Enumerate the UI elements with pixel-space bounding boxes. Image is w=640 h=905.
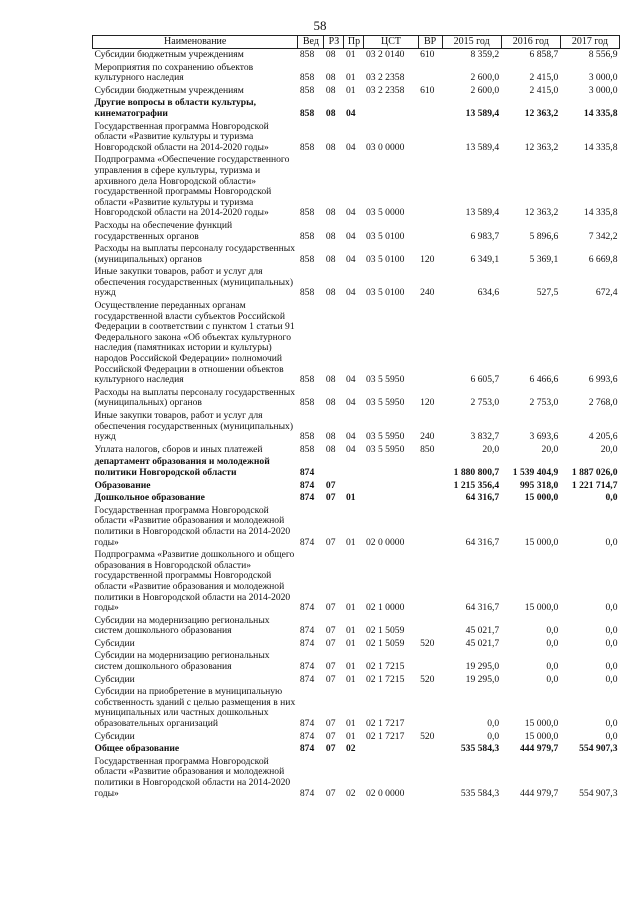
cell-vr: 610 [420,49,435,60]
cell-2017: 554 907,3 [579,743,618,755]
table-row [93,121,620,155]
cell-pr: 02 [345,743,356,755]
cell-2015: 0,0 [487,730,500,742]
cell-pr: 04 [345,141,356,153]
table-row [93,387,620,410]
cell-2016: 1 539 404,9 [512,466,559,478]
cell-vr [418,97,442,120]
cell-vr: 610 [420,84,435,96]
cell-2016: 12 363,2 [524,207,559,219]
budget-table [92,35,620,800]
cell-ved: 874 [299,479,315,491]
cell-2017: 7 342,2 [588,230,618,242]
cell-ved: 858 [299,253,315,265]
cell-pr [344,456,364,479]
cell-pr [344,480,364,493]
cell-pr: 01 [345,625,356,637]
cell-rz: 07 [325,479,336,491]
cell-2015: 3 832,7 [470,431,500,443]
cell-vr [418,743,442,756]
cell-name: Дошкольное образование [94,492,205,504]
cell-cst: 03 5 0100 [365,287,405,299]
cell-name: Субсидии [94,637,135,649]
cell-2016: 2 415,0 [529,84,559,96]
cell-2017: 2 768,0 [588,397,618,409]
cell-rz: 07 [325,536,336,548]
cell-rz: 07 [325,673,336,685]
cell-pr: 04 [345,207,356,219]
header-cst: ЦСТ [364,36,418,49]
cell-ved: 858 [299,287,315,299]
cell-2015: 1 215 356,4 [453,479,500,491]
cell-2016: 15 000,0 [524,602,559,614]
cell-name: Иные закупки товаров, работ и услуг для обеспечения государственных (муниципальных) нужд [94,266,294,299]
cell-cst: 03 2 2358 [365,84,405,96]
cell-vr [418,686,442,730]
cell-2015: 0,0 [487,718,500,730]
table-row [93,480,620,493]
cell-rz: 08 [325,287,336,299]
cell-name: Другие вопросы в области культуры, кинематографии [94,97,257,119]
cell-pr: 01 [345,718,356,730]
cell-2015: 13 589,4 [465,207,500,219]
cell-2015: 2 600,0 [470,84,500,96]
cell-2016: 2 753,0 [529,397,559,409]
cell-cst [364,480,418,493]
cell-2016: 0,0 [546,673,559,685]
cell-2016: 12 363,2 [524,141,559,153]
cell-name: департамент образования и молодежной политики Новгородской области [94,456,270,478]
cell-2015: 19 295,0 [465,661,500,673]
cell-vr [418,62,442,85]
cell-2017: 0,0 [605,602,618,614]
cell-cst [364,492,418,505]
cell-cst: 02 1 5059 [365,637,405,649]
table-row [93,62,620,85]
header-rz: РЗ [324,36,344,49]
cell-ved: 874 [299,637,315,649]
table-body [93,49,620,801]
cell-vr: 520 [420,673,435,685]
cell-vr: 120 [420,397,435,409]
cell-ved: 874 [299,743,315,755]
cell-cst: 02 1 7217 [365,730,405,742]
cell-cst: 03 0 0000 [365,141,405,153]
cell-pr: 01 [345,72,356,84]
cell-name: Образование [94,479,151,491]
cell-vr: 120 [420,253,435,265]
cell-2017: 3 000,0 [588,84,618,96]
cell-vr [418,121,442,155]
cell-pr: 04 [345,287,356,299]
cell-name: Субсидии на модернизацию региональных систем дошкольного образования [94,650,270,673]
cell-cst: 03 5 0000 [365,207,405,219]
cell-ved: 858 [299,107,315,119]
cell-2015: 8 359,2 [470,49,500,60]
cell-2017: 6 669,8 [588,253,618,265]
cell-pr: 04 [345,431,356,443]
table-row [93,154,620,220]
cell-2017: 14 335,8 [583,107,618,119]
header-2015: 2015 год [442,36,501,49]
cell-ved: 874 [299,625,315,637]
cell-2015: 45 021,7 [465,625,500,637]
cell-pr: 04 [345,374,356,386]
table-row [93,615,620,638]
table-row [93,731,620,744]
table-row [93,97,620,120]
cell-cst: 03 2 2358 [365,72,405,84]
cell-name: Осуществление переданных органам государственной власти субъектов Российской Федерации в соответствии с пунктом 1 статьи 91 Федерального закона «Об объектах культурного наследия (памятниках истории и культуры) народов Российской Федерации» полномочий Российской Федерации в отношении объектов культурного наследия [94,300,295,386]
cell-pr: 04 [345,253,356,265]
cell-2016: 15 000,0 [524,730,559,742]
cell-2016: 6 858,7 [529,49,559,60]
cell-rz: 08 [325,107,336,119]
cell-2017: 14 335,8 [583,207,618,219]
cell-2017: 554 907,3 [579,787,618,799]
cell-rz: 07 [325,625,336,637]
cell-ved: 858 [299,207,315,219]
header-2017: 2017 год [560,36,619,49]
cell-rz: 07 [325,743,336,755]
cell-name: Подпрограмма «Обеспечение государственного управления в сфере культуры, туризма и архивного дела Новгородской области» государственной программы Новгородской области «Развитие культуры и туризма Новгородской области на 2014-2020 годы» [94,154,290,219]
cell-vr [418,505,442,549]
cell-name: Расходы на обеспечение функций государственных органов [94,219,233,242]
cell-name: Субсидии на модернизацию региональных систем дошкольного образования [94,614,270,637]
cell-cst: 03 5 5950 [365,397,405,409]
cell-ved: 858 [299,72,315,84]
cell-ved: 874 [299,673,315,685]
cell-2016: 15 000,0 [524,718,559,730]
cell-pr: 01 [345,492,356,504]
table-row [93,266,620,300]
cell-2017: 3 000,0 [588,72,618,84]
header-name: Наименование [93,36,298,49]
cell-ved: 874 [299,718,315,730]
table-row [93,743,620,756]
cell-vr [418,615,442,638]
cell-2017: 1 221 714,7 [571,479,618,491]
table-row [93,410,620,444]
table-row [93,674,620,687]
cell-vr: 520 [420,730,435,742]
cell-ved: 874 [299,730,315,742]
cell-rz: 08 [325,207,336,219]
cell-ved: 874 [299,661,315,673]
table-header-row [93,36,620,49]
header-pr: Пр [344,36,364,49]
cell-2016: 0,0 [546,637,559,649]
cell-vr [418,154,442,220]
cell-vr [418,220,442,243]
cell-name: Государственная программа Новгородской области «Развитие культуры и туризма Новгородской области на 2014-2020 годы» [94,120,269,153]
cell-cst: 02 1 5059 [365,625,405,637]
cell-rz: 07 [325,718,336,730]
cell-pr: 04 [345,107,356,119]
cell-2017: 4 205,6 [588,431,618,443]
page-number: 58 [313,18,327,33]
header-2016: 2016 год [501,36,560,49]
cell-ved: 858 [299,374,315,386]
cell-ved: 858 [299,397,315,409]
cell-vr [418,300,442,387]
table-row [93,300,620,387]
cell-pr: 01 [345,730,356,742]
table-row [93,650,620,673]
header-vr: ВР [418,36,442,49]
cell-ved: 858 [299,230,315,242]
cell-cst: 02 1 0000 [365,602,405,614]
cell-pr: 01 [345,49,356,60]
table-row [93,49,620,62]
cell-2016: 0,0 [546,625,559,637]
cell-ved: 874 [299,536,315,548]
cell-rz: 08 [325,84,336,96]
table-row [93,220,620,243]
cell-2015: 64 316,7 [465,492,500,504]
cell-2016: 0,0 [546,661,559,673]
cell-2017: 6 993,6 [588,374,618,386]
cell-rz [324,456,344,479]
table-row [93,549,620,615]
cell-ved: 858 [299,431,315,443]
cell-2017: 8 556,9 [588,49,618,60]
cell-pr: 04 [345,397,356,409]
cell-2016: 6 466,6 [529,374,559,386]
cell-rz: 08 [325,141,336,153]
cell-ved: 858 [299,49,315,60]
cell-rz: 07 [325,661,336,673]
cell-2016: 20,0 [541,443,559,455]
table-row [93,456,620,479]
cell-2015: 1 880 800,7 [453,466,500,478]
cell-vr [418,480,442,493]
cell-2016: 15 000,0 [524,492,559,504]
cell-vr [418,456,442,479]
cell-cst: 03 5 0100 [365,253,405,265]
cell-name: Субсидии на приобретение в муниципальную собственность зданий с целью размещения в них муниципальных или частных дошкольных образовательных организаций [94,686,296,730]
table-row [93,638,620,651]
table-row [93,85,620,98]
cell-2017: 20,0 [600,443,618,455]
cell-rz: 08 [325,374,336,386]
cell-2017: 14 335,8 [583,141,618,153]
cell-name: Государственная программа Новгородской области «Развитие образования и молодежной политики в Новгородской области на 2014-2020 годы» [94,504,291,548]
cell-cst: 03 2 0140 [365,49,405,60]
cell-vr: 520 [420,637,435,649]
cell-cst: 02 0 0000 [365,787,405,799]
cell-rz: 07 [325,787,336,799]
cell-name: Субсидии [94,673,135,685]
cell-vr [418,549,442,615]
cell-2015: 45 021,7 [465,637,500,649]
cell-pr: 01 [345,673,356,685]
cell-2015: 19 295,0 [465,673,500,685]
cell-name: Общее образование [94,743,180,755]
cell-rz: 07 [325,637,336,649]
cell-ved: 874 [299,466,315,478]
cell-cst [364,456,418,479]
cell-2016: 527,5 [536,287,559,299]
table-row [93,492,620,505]
cell-2015: 535 584,3 [460,787,500,799]
cell-2015: 64 316,7 [465,536,500,548]
cell-cst: 03 5 5950 [365,374,405,386]
cell-ved: 858 [299,141,315,153]
cell-rz: 08 [325,431,336,443]
cell-2015: 64 316,7 [465,602,500,614]
cell-2015: 13 589,4 [465,141,500,153]
cell-2017: 0,0 [605,492,618,504]
cell-name: Уплата налогов, сборов и иных платежей [94,443,263,455]
cell-name: Мероприятия по сохранению объектов культурного наследия [94,61,254,84]
cell-pr: 01 [345,602,356,614]
cell-vr: 240 [420,287,435,299]
cell-rz: 08 [325,49,336,60]
cell-2017: 0,0 [605,536,618,548]
cell-2017: 0,0 [605,673,618,685]
cell-2015: 2 753,0 [470,397,500,409]
cell-ved: 858 [299,84,315,96]
cell-name: Субсидии бюджетным учреждениям [94,49,244,60]
cell-cst: 03 5 0100 [365,230,405,242]
table-row [93,505,620,549]
cell-cst: 03 5 5950 [365,431,405,443]
cell-rz: 08 [325,443,336,455]
cell-2015: 6 349,1 [470,253,500,265]
cell-2015: 6 983,7 [470,230,500,242]
cell-2015: 13 589,4 [465,107,500,119]
cell-pr: 01 [345,536,356,548]
cell-rz: 07 [325,602,336,614]
cell-pr: 01 [345,637,356,649]
cell-vr: 240 [420,431,435,443]
cell-2016: 12 363,2 [524,107,559,119]
cell-rz: 08 [325,230,336,242]
cell-name: Иные закупки товаров, работ и услуг для обеспечения государственных (муниципальных) нужд [94,410,294,443]
table-row [93,756,620,800]
cell-cst [364,743,418,756]
cell-2015: 20,0 [482,443,500,455]
cell-rz: 07 [325,492,336,504]
cell-2015: 535 584,3 [460,743,500,755]
table-row [93,444,620,457]
cell-name: Субсидии бюджетным учреждениям [94,84,244,96]
cell-2017: 0,0 [605,661,618,673]
cell-ved: 874 [299,602,315,614]
cell-2017: 0,0 [605,730,618,742]
cell-name: Государственная программа Новгородской области «Развитие образования и молодежной политики в Новгородской области на 2014-2020 годы» [94,755,291,799]
cell-2015: 2 600,0 [470,72,500,84]
cell-cst: 02 1 7215 [365,673,405,685]
cell-vr [418,492,442,505]
cell-ved: 858 [299,443,315,455]
cell-pr: 01 [345,84,356,96]
cell-name: Расходы на выплаты персоналу государственных (муниципальных) органов [94,386,296,409]
cell-cst [364,97,418,120]
cell-2017: 672,4 [595,287,618,299]
cell-2017: 1 887 026,0 [571,466,618,478]
cell-cst: 02 0 0000 [365,536,405,548]
cell-rz: 08 [325,72,336,84]
cell-rz: 08 [325,253,336,265]
cell-rz: 08 [325,397,336,409]
cell-rz: 07 [325,730,336,742]
cell-2016: 3 693,6 [529,431,559,443]
cell-vr [418,756,442,800]
cell-2017: 0,0 [605,637,618,649]
table-row [93,686,620,730]
cell-2017: 0,0 [605,718,618,730]
cell-ved: 874 [299,787,315,799]
cell-pr: 02 [345,787,356,799]
cell-2015: 634,6 [477,287,500,299]
cell-2016: 5 896,6 [529,230,559,242]
cell-name: Расходы на выплаты персоналу государственных (муниципальных) органов [94,243,296,265]
cell-2016: 2 415,0 [529,72,559,84]
cell-vr [418,650,442,673]
cell-2016: 5 369,1 [529,253,559,265]
cell-cst: 02 1 7217 [365,718,405,730]
cell-2016: 444 979,7 [519,743,559,755]
cell-cst: 03 5 5950 [365,443,405,455]
cell-vr: 850 [420,443,435,455]
cell-2016: 444 979,7 [519,787,559,799]
cell-name: Подпрограмма «Развитие дошкольного и общего образования в Новгородской области» государственной программы Новгородской области «Развитие образования и молодежной политики в Новгородской области на 2014-2020 годы» [94,549,295,614]
cell-2017: 0,0 [605,625,618,637]
cell-ved: 874 [299,492,315,504]
table-row [93,243,620,266]
cell-2016: 995 318,0 [519,479,559,491]
cell-2016: 15 000,0 [524,536,559,548]
cell-pr: 04 [345,443,356,455]
cell-pr: 01 [345,661,356,673]
cell-2015: 6 605,7 [470,374,500,386]
cell-pr: 04 [345,230,356,242]
cell-cst: 02 1 7215 [365,661,405,673]
header-ved: Вед [298,36,324,49]
cell-name: Субсидии [94,730,135,742]
